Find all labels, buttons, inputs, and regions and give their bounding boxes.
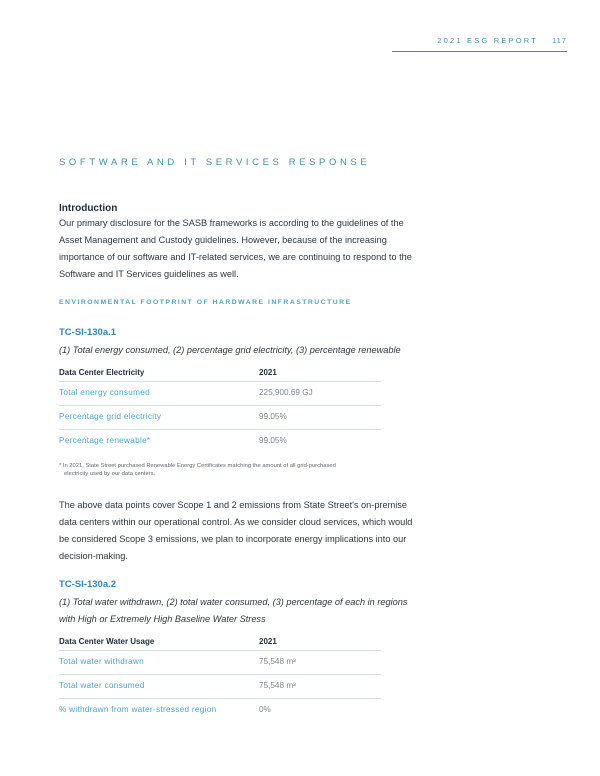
table-header-year: 2021 bbox=[259, 637, 277, 646]
table-row bbox=[59, 698, 381, 722]
header-divider bbox=[392, 51, 567, 52]
row-label: Percentage renewable* bbox=[59, 436, 151, 445]
row-value: 75,548 m³ bbox=[259, 681, 296, 690]
table-header bbox=[59, 632, 381, 650]
table-row bbox=[59, 429, 381, 453]
row-value: 75,548 m³ bbox=[259, 657, 296, 666]
metric-code-water: TC-SI-130a.2 bbox=[59, 579, 117, 590]
metric-description-water: (1) Total water withdrawn, (2) total water consumed, (3) percentage of each in regions with High or Extremely High Baseline Water Stress bbox=[59, 597, 408, 624]
table-header-label: Data Center Water Usage bbox=[59, 637, 155, 646]
table-row bbox=[59, 381, 381, 405]
page-header bbox=[437, 36, 567, 45]
footnote bbox=[59, 462, 389, 479]
row-label: Total water withdrawn bbox=[59, 657, 145, 666]
row-label: Total energy consumed bbox=[59, 388, 150, 397]
electricity-table bbox=[59, 363, 381, 453]
table-header-label: Data Center Electricity bbox=[59, 368, 145, 377]
footnote-line-1: * In 2021, State Street purchased Renewable Energy Certificates matching the amount of all grid-purchased bbox=[59, 463, 336, 469]
row-value: 0% bbox=[259, 705, 271, 714]
table-header-year: 2021 bbox=[259, 368, 277, 377]
intro-heading: Introduction bbox=[59, 203, 118, 214]
table-header bbox=[59, 363, 381, 381]
environmental-footprint-title: ENVIRONMENTAL FOOTPRINT OF HARDWARE INFRASTRUCTURE bbox=[59, 299, 352, 306]
water-table bbox=[59, 632, 381, 722]
table-row bbox=[59, 405, 381, 429]
metric-code-energy: TC-SI-130a.1 bbox=[59, 327, 117, 338]
row-value: 99.05% bbox=[259, 436, 287, 445]
row-label: Total water consumed bbox=[59, 681, 145, 690]
row-label: Percentage grid electricity bbox=[59, 412, 162, 421]
report-title: 2021 ESG REPORT bbox=[437, 36, 539, 45]
page-number: 117 bbox=[552, 36, 567, 45]
table-row bbox=[59, 650, 381, 674]
section-title: SOFTWARE AND IT SERVICES RESPONSE bbox=[59, 157, 371, 168]
footnote-line-2: electricity used by our data centers. bbox=[64, 471, 156, 478]
intro-text: Our primary disclosure for the SASB frameworks is according to the guidelines of the Asset Management and Custody guidelines. However, because of the increasing importance of our software and IT-related services, we are continuing to respond to the Software and IT Services guidelines as well. bbox=[59, 218, 412, 279]
scope-text: The above data points cover Scope 1 and 2 emissions from State Street's on-premise data centers within our operational control. As we consider cloud services, which would be considered Scope 3 emissions, we plan to incorporate energy implications into our decision-making. bbox=[59, 500, 413, 561]
table-row bbox=[59, 674, 381, 698]
metric-description-energy: (1) Total energy consumed, (2) percentage grid electricity, (3) percentage renewable bbox=[59, 345, 401, 355]
row-label: % withdrawn from water-stressed region bbox=[59, 705, 217, 714]
row-value: 225,900.69 GJ bbox=[259, 388, 313, 397]
row-value: 99.05% bbox=[259, 412, 287, 421]
